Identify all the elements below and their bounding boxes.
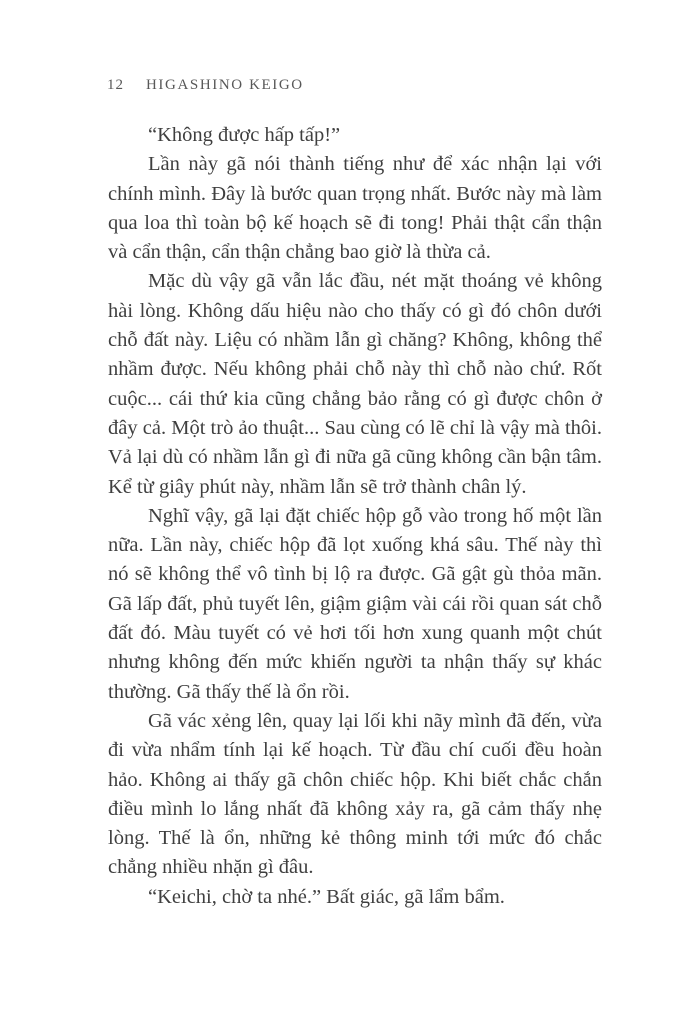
paragraph: Gã vác xẻng lên, quay lại lối khi nãy mình đã đến, vừa đi vừa nhẩm tính lại kế hoạch. Từ đầu chí cuối đều hoàn hảo. Không ai thấy gã chôn chiếc hộp. Khi biết chắc chắn điều mình lo lắng nhất đã không xảy ra, gã cảm thấy nhẹ lòng. Thế là ổn, những kẻ thông minh tới mức đó chắc chẳng nhiều nhặn gì đâu. — [108, 709, 602, 879]
paragraph: Nghĩ vậy, gã lại đặt chiếc hộp gỗ vào trong hố một lần nữa. Lần này, chiếc hộp đã lọt xuống khá sâu. Thế này thì nó sẽ không thể vô tình bị lộ ra được. Gã gật gù thỏa mãn. Gã lấp đất, phủ tuyết lên, giậm giậm vài cái rồi quan sát chỗ đất đó. Màu tuyết có vẻ hơi tối hơn xung quanh một chút nhưng không đến mức khiến người ta nhận thấy sự khác thường. Gã thấy thế là ổn rồi. — [108, 504, 602, 703]
paragraph: Mặc dù vậy gã vẫn lắc đầu, nét mặt thoáng vẻ không hài lòng. Không dấu hiệu nào cho thấy có gì đó chôn dưới chỗ đất này. Liệu có nhầm lẫn gì chăng? Không, không thể nhầm được. Nếu không phải chỗ này thì chỗ nào chứ. Rốt cuộc... cái thứ kia cũng chẳng bảo rằng có gì được chôn ở đây cả. Một trò ảo thuật... Sau cùng có lẽ chỉ là vậy mà thôi. Vả lại dù có nhầm lẫn gì đi nữa gã cũng không cần bận tâm. Kể từ giây phút này, nhầm lẫn sẽ trở thành chân lý. — [108, 270, 602, 498]
body-text — [108, 121, 602, 912]
page-number: 12 — [107, 77, 124, 93]
paragraph-dialogue-close: “Keichi, chờ ta nhé.” Bất giác, gã lẩm bẩm. — [148, 885, 505, 908]
running-head-author: HIGASHINO KEIGO — [146, 77, 304, 93]
paragraph: Lần này gã nói thành tiếng như để xác nhận lại với chính mình. Đây là bước quan trọng nhất. Bước này mà làm qua loa thì toàn bộ kế hoạch sẽ đi tong! Phải thật cẩn thận và cẩn thận, cẩn thận chẳng bao giờ là thừa cả. — [108, 153, 602, 264]
paragraph-dialogue-open: “Không được hấp tấp!” — [148, 124, 341, 146]
page-header — [107, 77, 601, 94]
